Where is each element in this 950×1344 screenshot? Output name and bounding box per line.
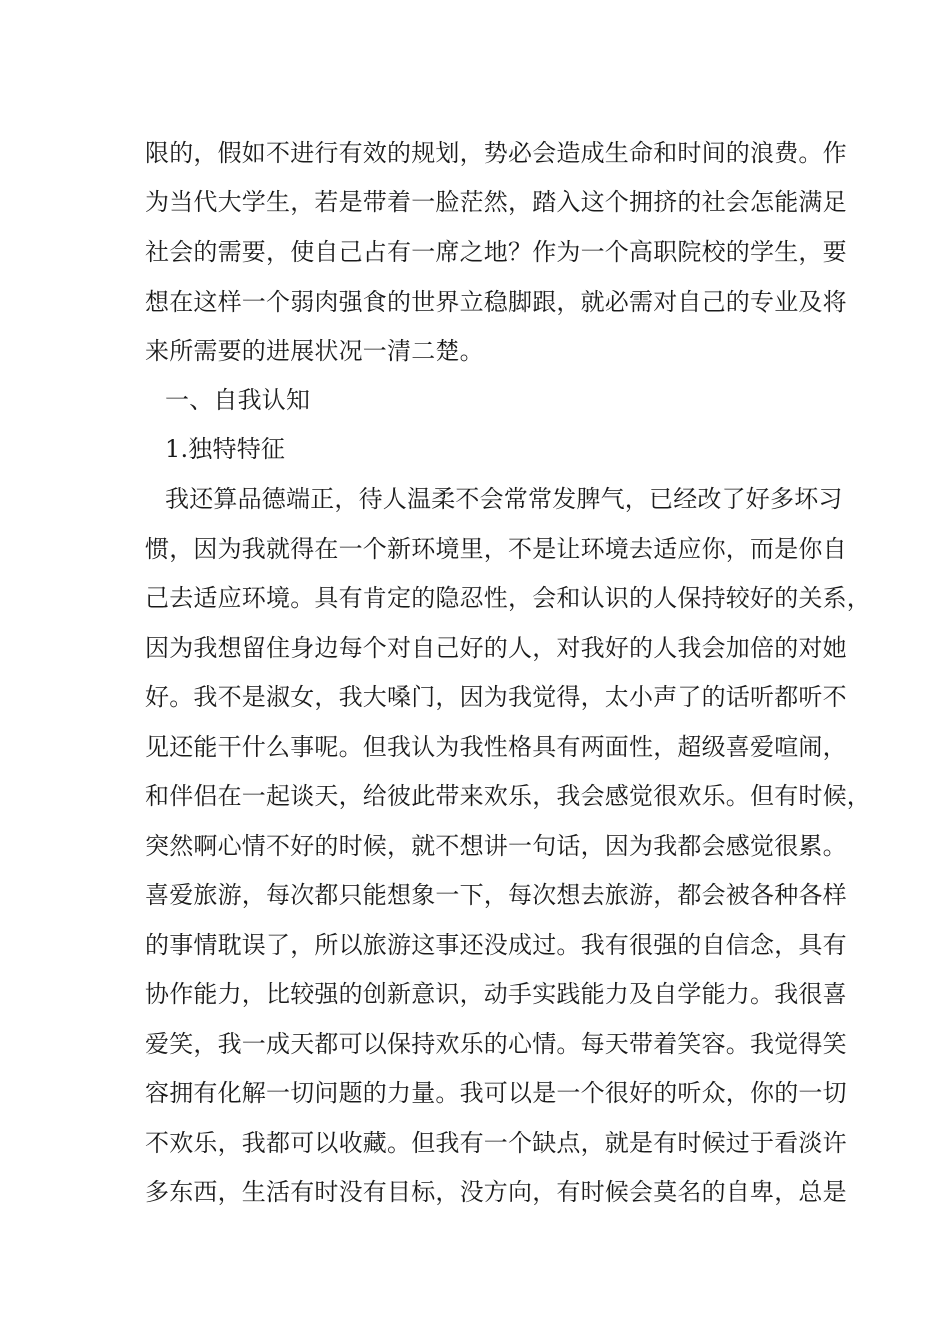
intro-line-4: 想在这样一个弱肉强食的世界立稳脚跟，就必需对自己的专业及将 [145,288,847,316]
body-line-4: 因为我想留住身边每个对自己好的人，对我好的人我会加倍的对她 [145,634,847,662]
intro-line-2: 为当代大学生，若是带着一脸茫然，踏入这个拥挤的社会怎能满足 [145,188,847,216]
body-line-2: 惯，因为我就得在一个新环境里，不是让环境去适应你，而是你自 [145,535,847,563]
section-heading: 一、自我认知 [165,386,311,414]
body-line-5: 好。我不是淑女，我大嗓门，因为我觉得，太小声了的话听都听不 [145,683,847,711]
body-line-6: 见还能干什么事呢。但我认为我性格具有两面性，超级喜爱喧闹， [145,733,847,761]
body-line-10: 的事情耽误了，所以旅游这事还没成过。我有很强的自信念，具有 [145,931,847,959]
body-line-14: 不欢乐，我都可以收藏。但我有一个缺点，就是有时候过于看淡许 [145,1129,847,1157]
body-line-15: 多东西，生活有时没有目标，没方向，有时候会莫名的自卑，总是 [145,1178,847,1206]
body-line-9: 喜爱旅游，每次都只能想象一下，每次想去旅游，都会被各种各样 [145,881,847,909]
body-line-8: 突然啊心情不好的时候，就不想讲一句话，因为我都会感觉很累。 [145,832,847,860]
intro-line-1: 限的，假如不进行有效的规划，势必会造成生命和时间的浪费。作 [145,139,847,167]
subsection-heading: 1.独特特征 [165,435,286,463]
body-line-13: 容拥有化解一切问题的力量。我可以是一个很好的听众，你的一切 [145,1079,847,1107]
body-line-3: 己去适应环境。具有肯定的隐忍性，会和认识的人保持较好的关系， [145,584,871,612]
body-line-12: 爱笑，我一成天都可以保持欢乐的心情。每天带着笑容。我觉得笑 [145,1030,847,1058]
body-line-7: 和伴侣在一起谈天，给彼此带来欢乐，我会感觉很欢乐。但有时候， [145,782,871,810]
body-line-1: 我还算品德端正，待人温柔不会常常发脾气，已经改了好多坏习 [165,485,843,513]
body-line-11: 协作能力，比较强的创新意识，动手实践能力及自学能力。我很喜 [145,980,847,1008]
intro-line-5: 来所需要的进展状况一清二楚。 [145,337,484,365]
intro-line-3: 社会的需要，使自己占有一席之地？作为一个高职院校的学生，要 [145,238,847,266]
